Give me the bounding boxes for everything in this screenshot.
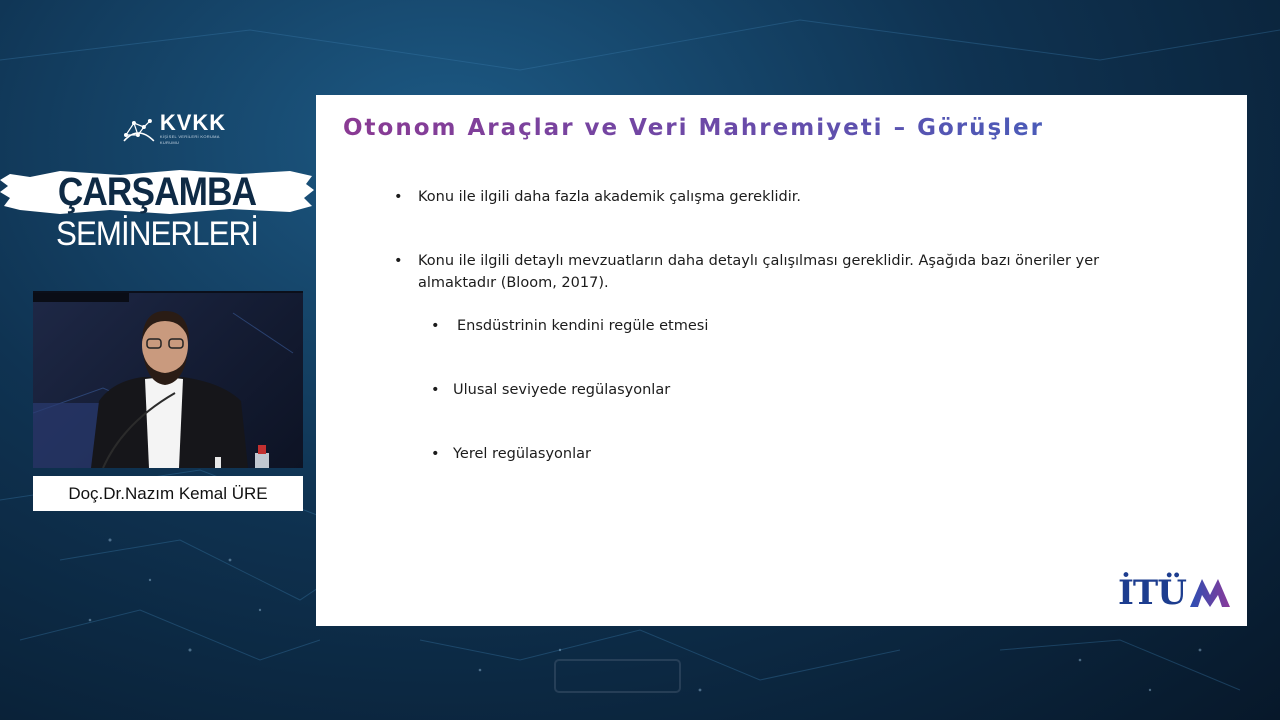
series-title-line1: ÇARŞAMBA [57, 170, 257, 214]
slide-sub-bullet-3 [431, 443, 591, 465]
slide-bullet-text: Konu ile ilgili daha fazla akademik çalışma gereklidir. [418, 189, 801, 205]
bullet-dot: • [394, 253, 403, 269]
slide-sub-bullet-1 [431, 315, 709, 337]
bullet-dot: • [431, 446, 440, 462]
series-title-line2: SEMİNERLERİ [56, 215, 258, 253]
itu-logo [1118, 573, 1232, 613]
slide-bullet-text-line2: almaktadır (Bloom, 2017). [418, 275, 609, 291]
bullet-dot: • [394, 189, 403, 205]
slide-title: Otonom Araçlar ve Veri Mahremiyeti – Görüşler [343, 115, 1044, 141]
slide-bullet-text-line1: Konu ile ilgili detaylı mevzuatların daha detaylı çalışılması gereklidir. Aşağıda bazı öneriler yer [418, 253, 1100, 269]
kvkk-logo-name: KVKK [159, 110, 227, 135]
kvkk-network-icon [120, 115, 156, 143]
slide-sub-bullet-2 [431, 379, 671, 401]
bullet-dot: • [431, 382, 440, 398]
bullet-dot: • [431, 318, 440, 334]
kvkk-logo-subtitle: KİŞİSEL VERİLERİ KORUMA KURUMU [159, 134, 220, 145]
itu-m-mark-icon [1188, 577, 1232, 609]
speaker-video [33, 291, 303, 468]
slide-sub-bullet-text: Yerel regülasyonlar [453, 446, 591, 462]
kvkk-logo [120, 112, 240, 146]
speaker-name-caption: Doç.Dr.Nazım Kemal ÜRE [33, 476, 303, 511]
slide-sub-bullet-text: Ulusal seviyede regülasyonlar [453, 382, 671, 398]
slide-sub-bullet-text: Ensdüstrinin kendini regüle etmesi [457, 318, 709, 334]
slide-bullet-1 [394, 186, 801, 208]
itu-logo-text: İTÜ [1118, 573, 1186, 613]
speaker-video-frame [33, 293, 303, 468]
presentation-slide [316, 95, 1247, 626]
slide-bullet-2 [394, 250, 1100, 294]
